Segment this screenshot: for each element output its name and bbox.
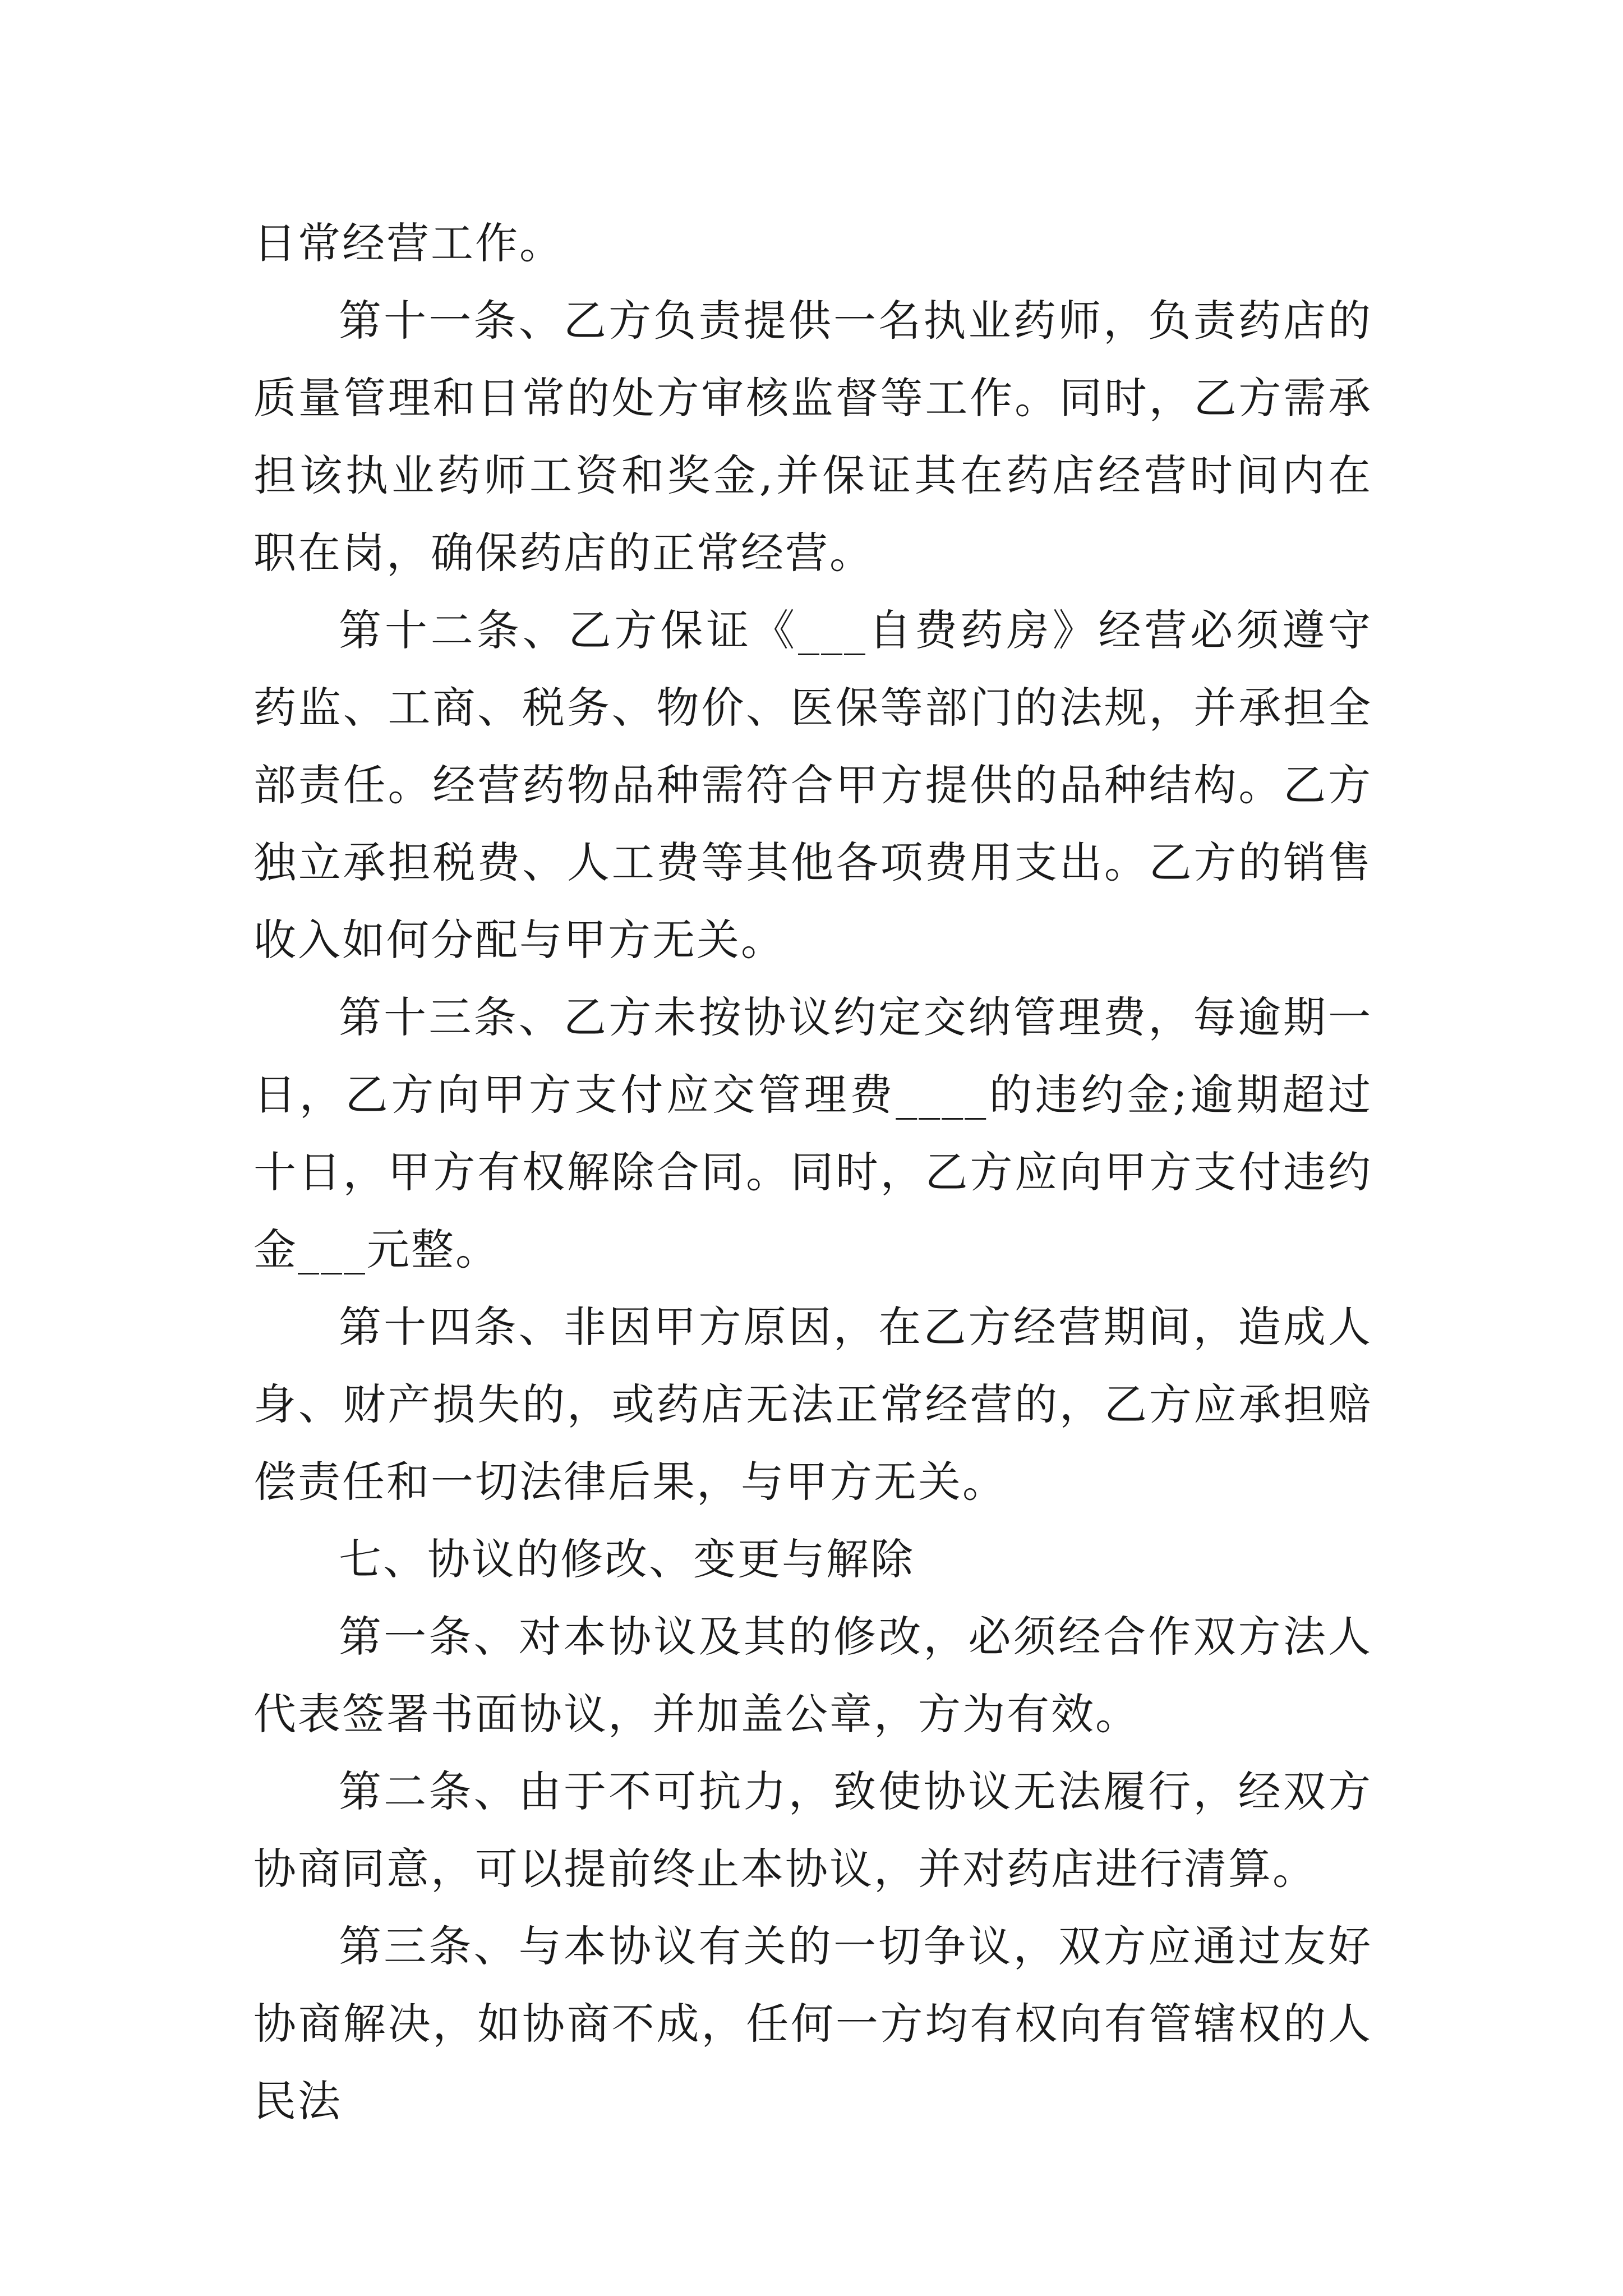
paragraph-article-12: 第十二条、乙方保证《___自费药房》经营必须遵守药监、工商、税务、物价、医保等部门的法规，并承担全部责任。经营药物品种需符合甲方提供的品种结构。乙方独立承担税费、人工费等其他各项费用支出。乙方的销售收入如何分配与甲方无关。 — [253, 605, 1372, 965]
paragraph-article-14: 第十四条、非因甲方原因，在乙方经营期间，造成人身、财产损失的，或药店无法正常经营的，乙方应承担赔偿责任和一切法律后果，与甲方无关。 — [253, 1302, 1372, 1507]
paragraph-article-1: 第一条、对本协议及其的修改，必须经合作双方法人代表签署书面协议，并加盖公章，方为有效。 — [253, 1612, 1372, 1739]
paragraph-article-2: 第二条、由于不可抗力，致使协议无法履行，经双方协商同意，可以提前终止本协议，并对药店进行清算。 — [253, 1766, 1372, 1894]
document-body — [253, 205, 1372, 2140]
paragraph-article-11: 第十一条、乙方负责提供一名执业药师，负责药店的质量管理和日常的处方审核监督等工作。同时，乙方需承担该执业药师工资和奖金,并保证其在药店经营时间内在职在岗，确保药店的正常经营。 — [253, 296, 1372, 578]
paragraph-article-3: 第三条、与本协议有关的一切争议，双方应通过友好协商解决，如协商不成，任何一方均有权向有管辖权的人民法 — [253, 1921, 1372, 2126]
paragraph-article-13: 第十三条、乙方未按协议约定交纳管理费，每逾期一日，乙方向甲方支付应交管理费____的违约金;逾期超过十日，甲方有权解除合同。同时，乙方应向甲方支付违约金___元整。 — [253, 992, 1372, 1274]
section-heading-7: 七、协议的修改、变更与解除 — [339, 1534, 915, 1584]
paragraph-continuation: 日常经营工作。 — [253, 218, 564, 268]
